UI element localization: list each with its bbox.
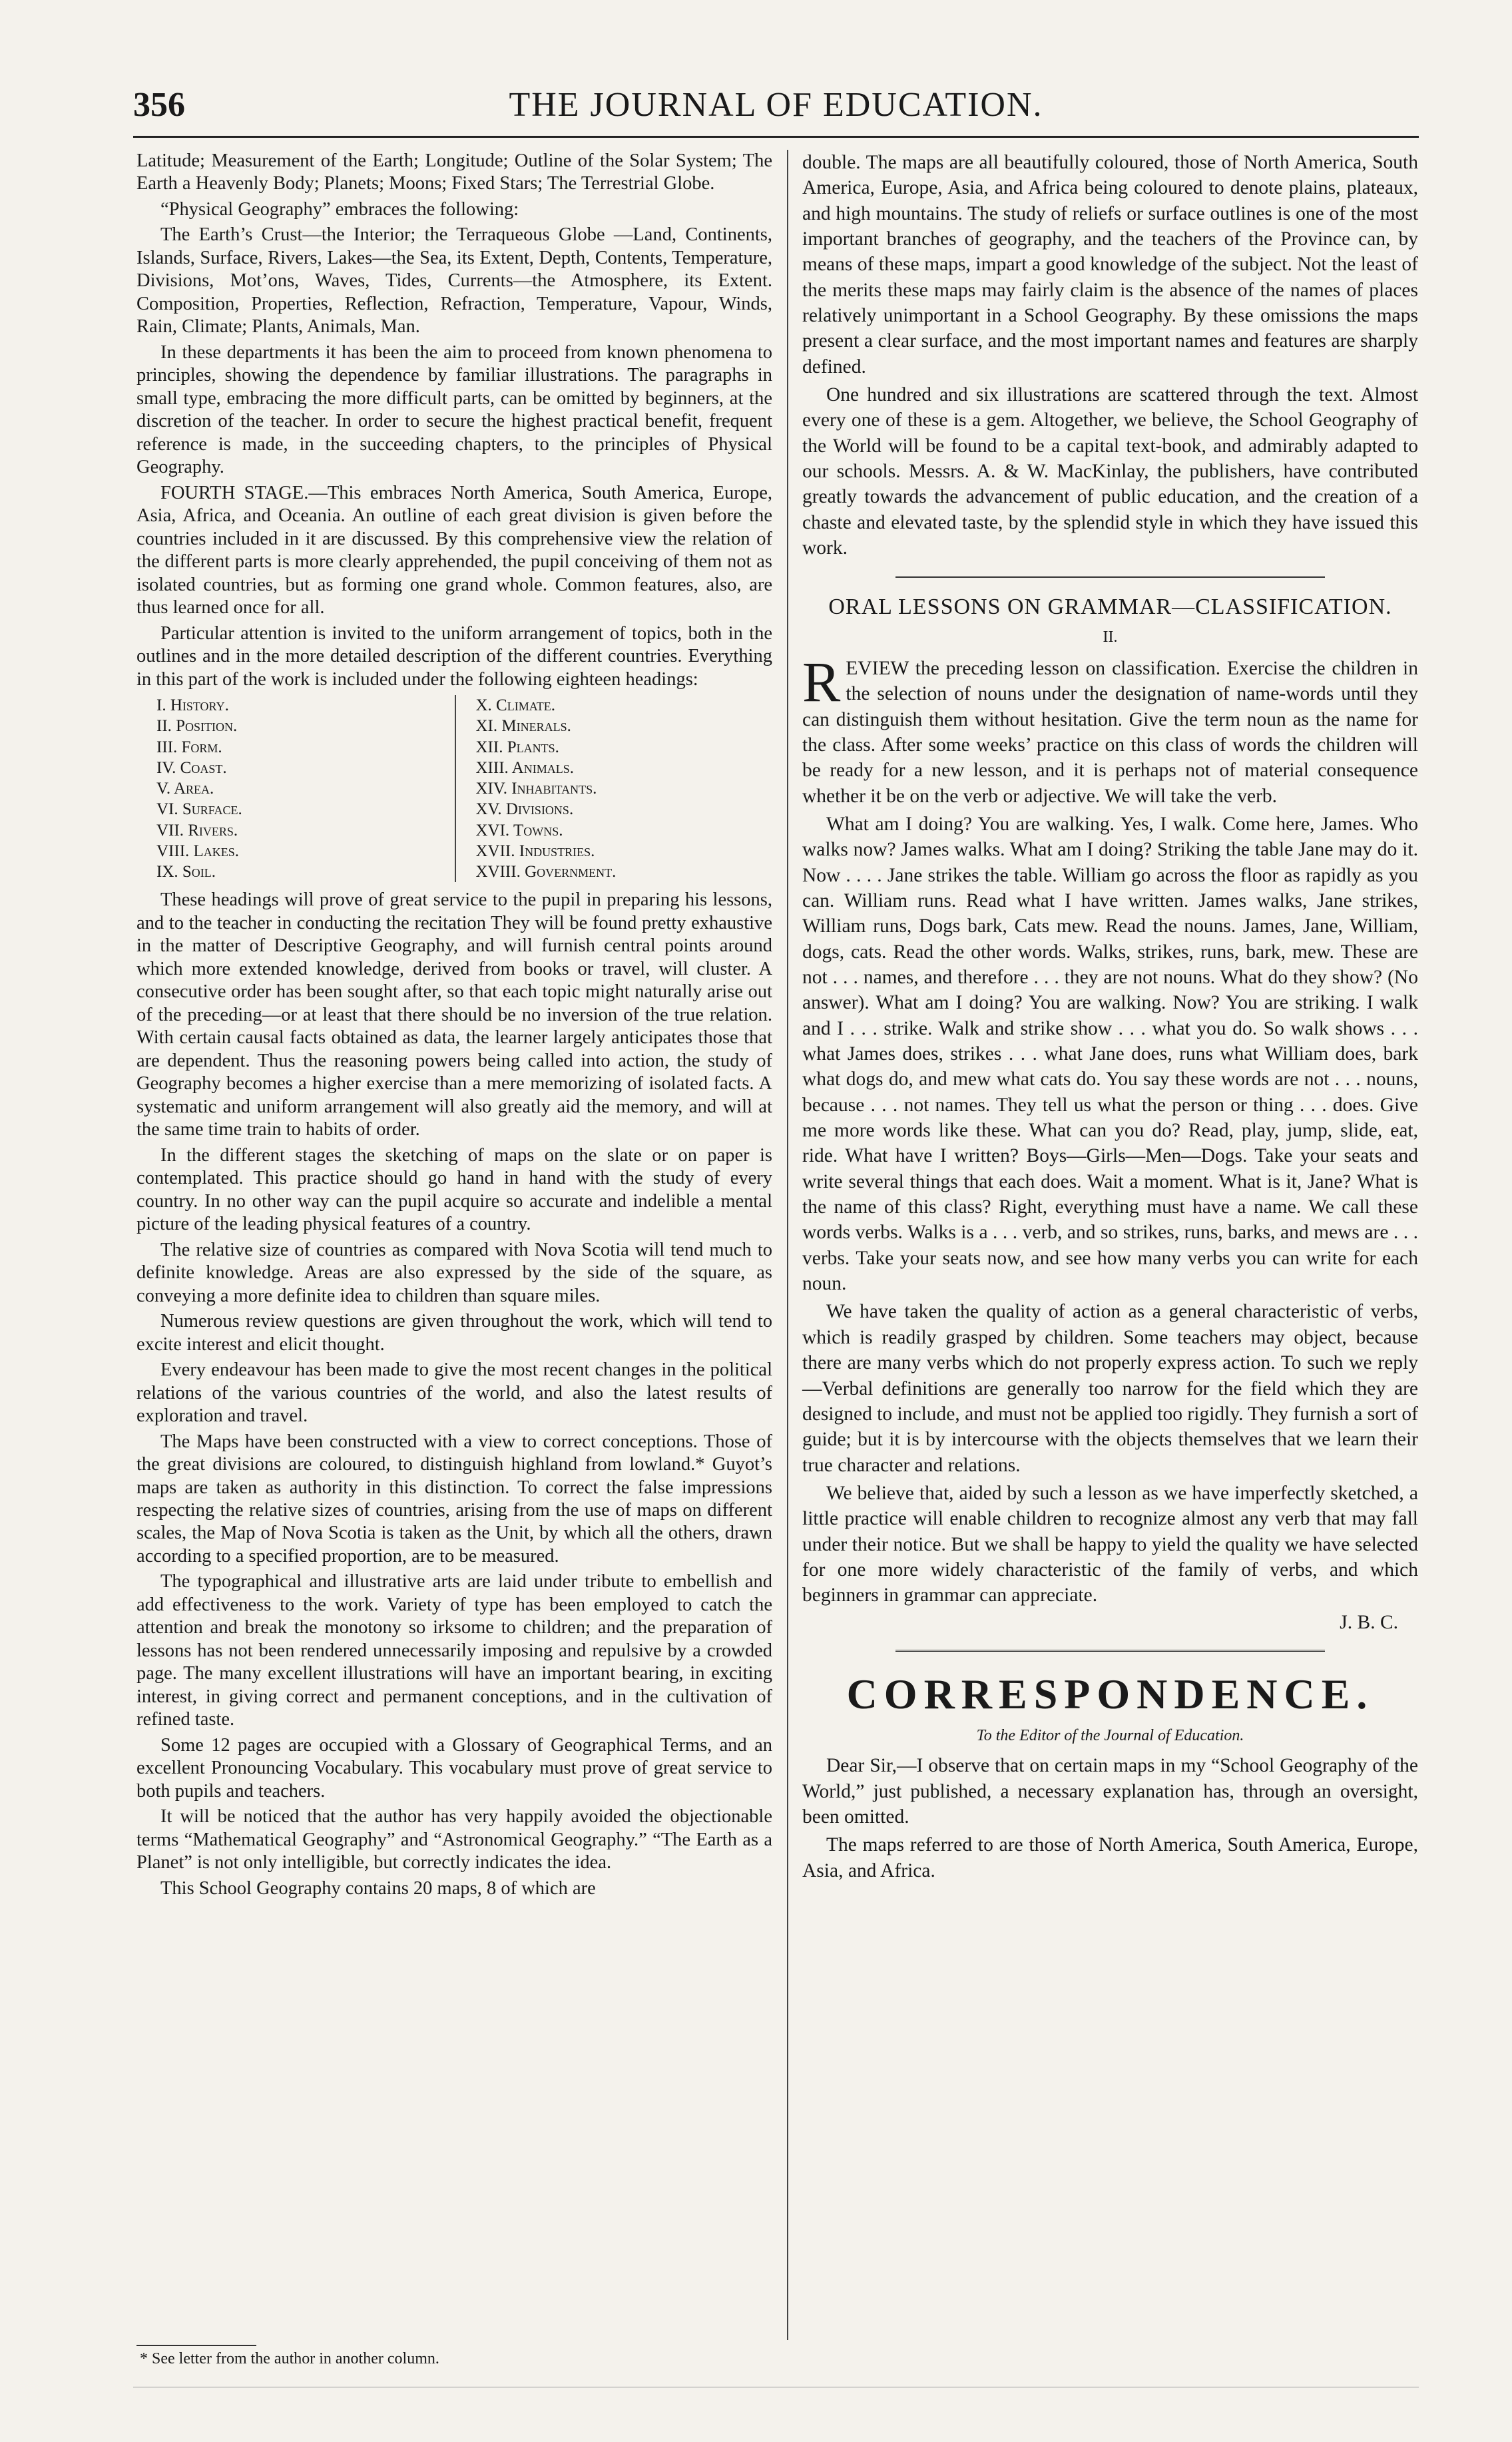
paragraph-text: EVIEW the preceding lesson on classification. Exercise the children in the selection of nouns under the designation of name-words until they can distinguish them without hesitation. Give the term noun as the name for the class. After some weeks’ practice on this class of words the children will be ready for a new lesson, and it is perhaps not of material consequence whether it be on the verb or adjective. We will take the verb.: [802, 657, 1418, 807]
heading-item: XIII. Animals.: [475, 758, 574, 777]
paragraph: We believe that, aided by such a lesson as we have imperfectly sketched, a little practice will enable children to recognize almost any verb that may fall under their notice. But we shall be happy to yield the quality we have selected for one more widely characteristic of the family of verbs, and which beginners in grammar can appreciate.: [802, 1482, 1418, 1606]
heading-item: VII. Rivers.: [156, 821, 238, 840]
paragraph: Particular attention is invited to the uniform arrangement of topics, both in the outlines and in the more detailed description of the different countries. Everything in this part of the work is included under the following eighteen headings:: [136, 622, 772, 690]
paragraph: The Maps have been constructed with a view to correct conceptions. Those of the great divisions are coloured, to distinguish highland from lowland.* Guyot’s maps are taken as authority in this distinction. To correct the false impressions respecting the relative sizes of countries, arising from the use of maps on different scales, the Map of Nova Scotia is taken as the Unit, by which all the others, drawn according to a specified proportion, are to be measured.: [136, 1431, 772, 1567]
paragraph: Latitude; Measurement of the Earth; Longitude; Outline of the Solar System; The Earth a Heavenly Body; Planets; Moons; Fixed Stars; The Terrestrial Globe.: [136, 150, 772, 194]
paragraph: In the different stages the sketching of maps on the slate or on paper is contemplated. This practice should go hand in hand with the study of every country. In no other way can the pupil acquire so accurate and indelible a mental picture of the leading physical features of a country.: [136, 1144, 772, 1235]
paragraph: [802, 649, 1418, 809]
heading-item: II. Position.: [156, 717, 238, 736]
paragraph: double. The maps are all beautifully coloured, those of North America, South America, Europe, Asia, and Africa being coloured to denote plains, plateaux, and high mountains. The study of reliefs or surface outlines is one of the most important branches of geography, and the teachers of the Province can, by means of these maps, impart a good knowledge of the subject. Not the least of the merits these maps may fairly claim is the absence of the names of places relatively unimportant in a School Geography. By these omissions the maps present a clear surface, and the most important names and features are sharply defined.: [802, 152, 1418, 377]
paragraph: These headings will prove of great service to the pupil in preparing his lessons, and to the teacher in conducting the recitation They will be found pretty exhaustive in the matter of Descriptive Geography, and will furnish central points around which more extended knowledge, derived from books or travel, will cluster. A consecutive order has been sought after, so that each topic might naturally arise out of the preceding—or at least that there should be no inversion of the true relation. With certain causal facts obtained as data, the learner largely anticipates those that are dependent. Thus the reasoning powers being called into action, the study of Geography becomes a higher exercise than a mere memorizing of isolated facts. A systematic and uniform arrangement will also greatly aid the memory, and will at the same time train to habits of order.: [136, 889, 772, 1140]
heading-item: XIV. Inhabitants.: [475, 780, 597, 798]
paragraph: The relative size of countries as compared with Nova Scotia will tend much to definite knowledge. Areas are also expressed by the side of the square, as conveying a more definite idea to children than square miles.: [136, 1239, 772, 1306]
headings-right: [455, 695, 773, 882]
left-column: [136, 150, 772, 1903]
heading-item: XV. Divisions.: [475, 800, 574, 819]
paragraph: Some 12 pages are occupied with a Glossary of Geographical Terms, and an excellent Pronouncing Vocabulary. This vocabulary must prove of great service to both pupils and teachers.: [136, 1734, 772, 1802]
paragraph: Dear Sir,—I observe that on certain maps in my “School Geography of the World,” just published, a necessary explanation has, through an oversight, been omitted.: [802, 1755, 1418, 1828]
paragraph: Every endeavour has been made to give the most recent changes in the political relations of the various countries of the world, and also the latest results of exploration and travel.: [136, 1359, 772, 1427]
paragraph: In these departments it has been the aim to proceed from known phenomena to principles, showing the dependence by familiar illustrations. The paragraphs in small type, embracing the more difficult parts, can be omitted by beginners, at the discretion of the teacher. In order to secure the highest practical benefit, frequent reference is made, in the succeeding chapters, to the principles of Physical Geography.: [136, 342, 772, 478]
right-column: [802, 150, 1418, 1886]
paragraph: What am I doing? You are walking. Yes, I walk. Come here, James. Who walks now? James walks. What am I doing? Striking the table Jane may do it. Now . . . . Jane strikes the table. William go across the floor as rapidly as you can. William runs. Read what I have written. James walks, Jane strikes, William runs, Dogs bark, Cats mew. Read the nouns. James, Jane, William, dogs, cats. Read the other words. Walks, strikes, runs, bark, mew. These are not . . . names, and therefore . . . they are not nouns. What do they show? (No answer). What am I doing? You are walking. Now? You are striking. I walk and I . . . strike. Walk and strike show . . . what you do. So walk shows . . . what James does, strikes . . . what Jane does, runs what William does, bark what dogs do, and mew what cats do. You say these words are not . . . nouns, because . . . not names. They tell us what the person or thing . . . does. Give me more words like these. What can you do? Read, play, jump, slide, eat, ride. What have I written? Boys—Girls—Men—Dogs. Take your seats and write several things that each does. Wait a moment. What is it, Jane? What is the name of this class? Right, everything must have a name. We call these words verbs. Walks is a . . . verb, and so strikes, runs, barks, and mews are . . . verbs. Take your seats now, and see how many verbs you can write for each noun.: [802, 813, 1418, 1295]
heading-item: XVIII. Government.: [475, 863, 617, 881]
heading-item: X. Climate.: [475, 696, 555, 715]
page-header: [133, 85, 1419, 132]
paragraph: It will be noticed that the author has very happily avoided the objectionable terms “Mathematical Geography” and “Astronomical Geography.” “The Earth as a Planet” is not only intelligible, but correctly indicates the idea.: [136, 1806, 772, 1873]
headings-table: [136, 695, 772, 882]
footnote: * See letter from the author in another column.: [140, 2350, 439, 2367]
paragraph: The Earth’s Crust—the Interior; the Terraqueous Globe —Land, Continents, Islands, Surface, Rivers, Lakes—the Sea, its Extent, Depth, Contents, Temperature, Divisions, Mot’ons, Waves, Tides, Currents—the Atmosphere, its Extent. Composition, Properties, Reflection, Refraction, Temperature, Vapour, Winds, Rain, Climate; Plants, Animals, Man.: [136, 224, 772, 338]
section-title: ORAL LESSONS ON GRAMMAR—CLASSIFICATION.: [828, 594, 1392, 619]
heading-item: I. History.: [156, 696, 229, 715]
heading-item: IX. Soil.: [156, 863, 216, 881]
column-divider: [787, 150, 788, 2340]
heading-item: III. Form.: [156, 738, 222, 756]
heading-item: V. Area.: [156, 780, 214, 798]
drop-cap: R: [802, 649, 841, 714]
paragraph: We have taken the quality of action as a general characteristic of verbs, which is readily grasped by children. Some teachers may object, because there are many verbs which do not properly express action. To such we reply—Verbal definitions are generally too narrow for the field which they are designed to include, and must not be applied too rigidly. They furnish a sort of guide; but it is by intercourse with the objects themselves that we learn their true character and relations.: [802, 1301, 1418, 1476]
heading-item: XII. Plants.: [475, 738, 559, 756]
paragraph: This School Geography contains 20 maps, 8 of which are: [160, 1877, 596, 1899]
paragraph: Numerous review questions are given throughout the work, which will tend to excite interest and elicit thought.: [136, 1311, 772, 1355]
paragraph: FOURTH STAGE.—This embraces North America, South America, Europe, Asia, Africa, and Oceania. An outline of each great division is given before the countries included in it are discussed. By this comprehensive view the relation of the different parts is more clearly apprehended, the pupil conceiving of them not as isolated countries, but as forming one grand whole. Common features, also, are thus learned once for all.: [136, 482, 772, 618]
correspondence-heading: CORRESPONDENCE.: [846, 1670, 1374, 1718]
running-title: THE JOURNAL OF EDUCATION.: [509, 86, 1043, 124]
heading-item: VI. Surface.: [156, 800, 242, 819]
paragraph: One hundred and six illustrations are scattered through the text. Almost every one of these is a gem. Altogether, we believe, the School Geography of the World will be found to be a capital text-book, and admirably adapted to our schools. Messrs. A. & W. MacKinlay, the publishers, have contributed greatly towards the advancement of public education, and the creation of a chaste and elevated taste, by the splendid style in which they have issued this work.: [802, 384, 1418, 559]
addressee-line: To the Editor of the Journal of Education.: [976, 1727, 1244, 1745]
section-divider: [895, 576, 1325, 578]
section-number: II.: [1103, 628, 1118, 646]
author-signature: J. B. C.: [1340, 1611, 1398, 1633]
page-number: 356: [133, 86, 185, 124]
headings-left: [136, 695, 455, 882]
paragraph: The maps referred to are those of North America, South America, Europe, Asia, and Africa.: [802, 1834, 1418, 1881]
section-divider: [895, 1650, 1325, 1652]
header-rule: [133, 136, 1419, 138]
footnote-rule: [136, 2345, 256, 2346]
paragraph: “Physical Geography” embraces the following:: [160, 198, 519, 220]
heading-item: IV. Coast.: [156, 758, 227, 777]
heading-item: XVII. Industries.: [475, 842, 595, 860]
heading-item: XVI. Towns.: [475, 821, 563, 840]
heading-item: VIII. Lakes.: [156, 842, 240, 860]
heading-item: XI. Minerals.: [475, 717, 571, 736]
paragraph: The typographical and illustrative arts are laid under tribute to embellish and add effectiveness to the work. Variety of type has been employed to catch the attention and break the monotony so irksome to children; and the preparation of lessons has not been rendered unnecessarily imposing and repulsive by a crowded page. The many excellent illustrations will have an important bearing, in exciting interest, in giving correct and permanent conceptions, and in the cultivation of refined taste.: [136, 1571, 772, 1730]
